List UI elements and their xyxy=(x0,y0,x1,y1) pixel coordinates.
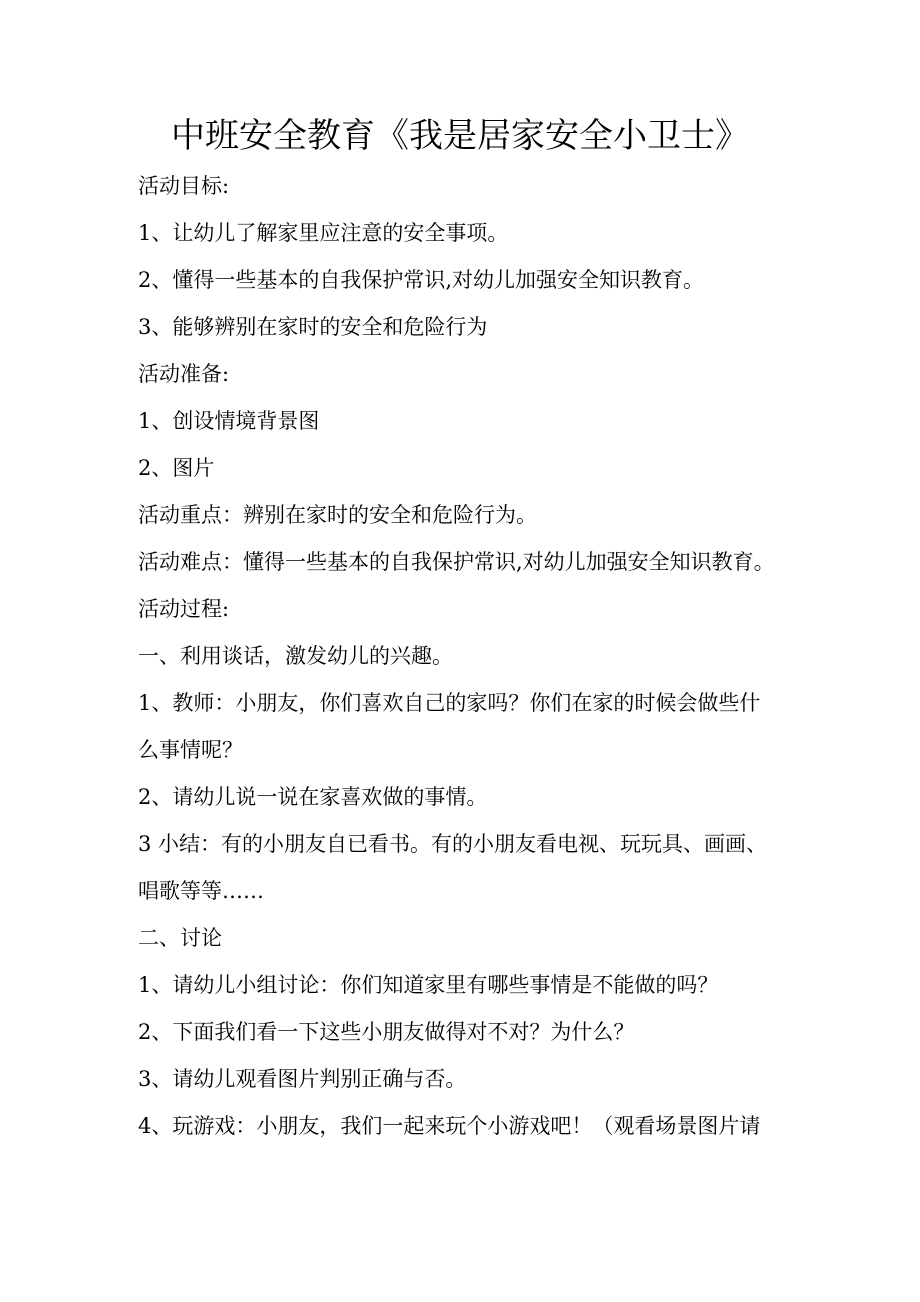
paragraph: 1、教师：小朋友，你们喜欢自己的家吗？你们在家的时候会做些什 xyxy=(138,691,761,715)
document-body xyxy=(138,174,788,1161)
paragraph: 3 小结：有的小朋友自已看书。有的小朋友看电视、玩玩具、画画、 xyxy=(138,832,768,856)
subheading-part-one: 一、利用谈话，激发幼儿的兴趣。 xyxy=(138,644,453,668)
paragraph: 4、玩游戏：小朋友，我们一起来玩个小游戏吧！（观看场景图片请 xyxy=(138,1114,761,1138)
paragraph: 1、请幼儿小组讨论：你们知道家里有哪些事情是不能做的吗？ xyxy=(138,973,719,997)
paragraph: 3、能够辨别在家时的安全和危险行为 xyxy=(138,315,488,339)
section-heading-process: 活动过程: xyxy=(138,597,230,621)
section-heading-goals: 活动目标: xyxy=(138,174,230,198)
paragraph-continuation: 么事情呢？ xyxy=(138,738,243,762)
paragraph-difficulty: 活动难点：懂得一些基本的自我保护常识,对幼儿加强安全知识教育。 xyxy=(138,550,775,574)
paragraph: 2、图片 xyxy=(138,456,215,480)
section-heading-preparation: 活动准备: xyxy=(138,362,230,386)
paragraph: 3、请幼儿观看图片判别正确与否。 xyxy=(138,1067,467,1091)
paragraph-key-point: 活动重点：辨别在家时的安全和危险行为。 xyxy=(138,503,537,527)
document-title: 中班安全教育《我是居家安全小卫士》 xyxy=(171,116,749,156)
paragraph: 2、下面我们看一下这些小朋友做得对不对？为什么？ xyxy=(138,1020,635,1044)
paragraph: 1、让幼儿了解家里应注意的安全事项。 xyxy=(138,221,509,245)
paragraph: 2、懂得一些基本的自我保护常识,对幼儿加强安全知识教育。 xyxy=(138,268,705,292)
paragraph-continuation: 唱歌等等…… xyxy=(138,879,264,903)
paragraph: 1、创设情境背景图 xyxy=(138,409,320,433)
paragraph: 2、请幼儿说一说在家喜欢做的事情。 xyxy=(138,785,488,809)
subheading-part-two: 二、讨论 xyxy=(138,926,222,950)
